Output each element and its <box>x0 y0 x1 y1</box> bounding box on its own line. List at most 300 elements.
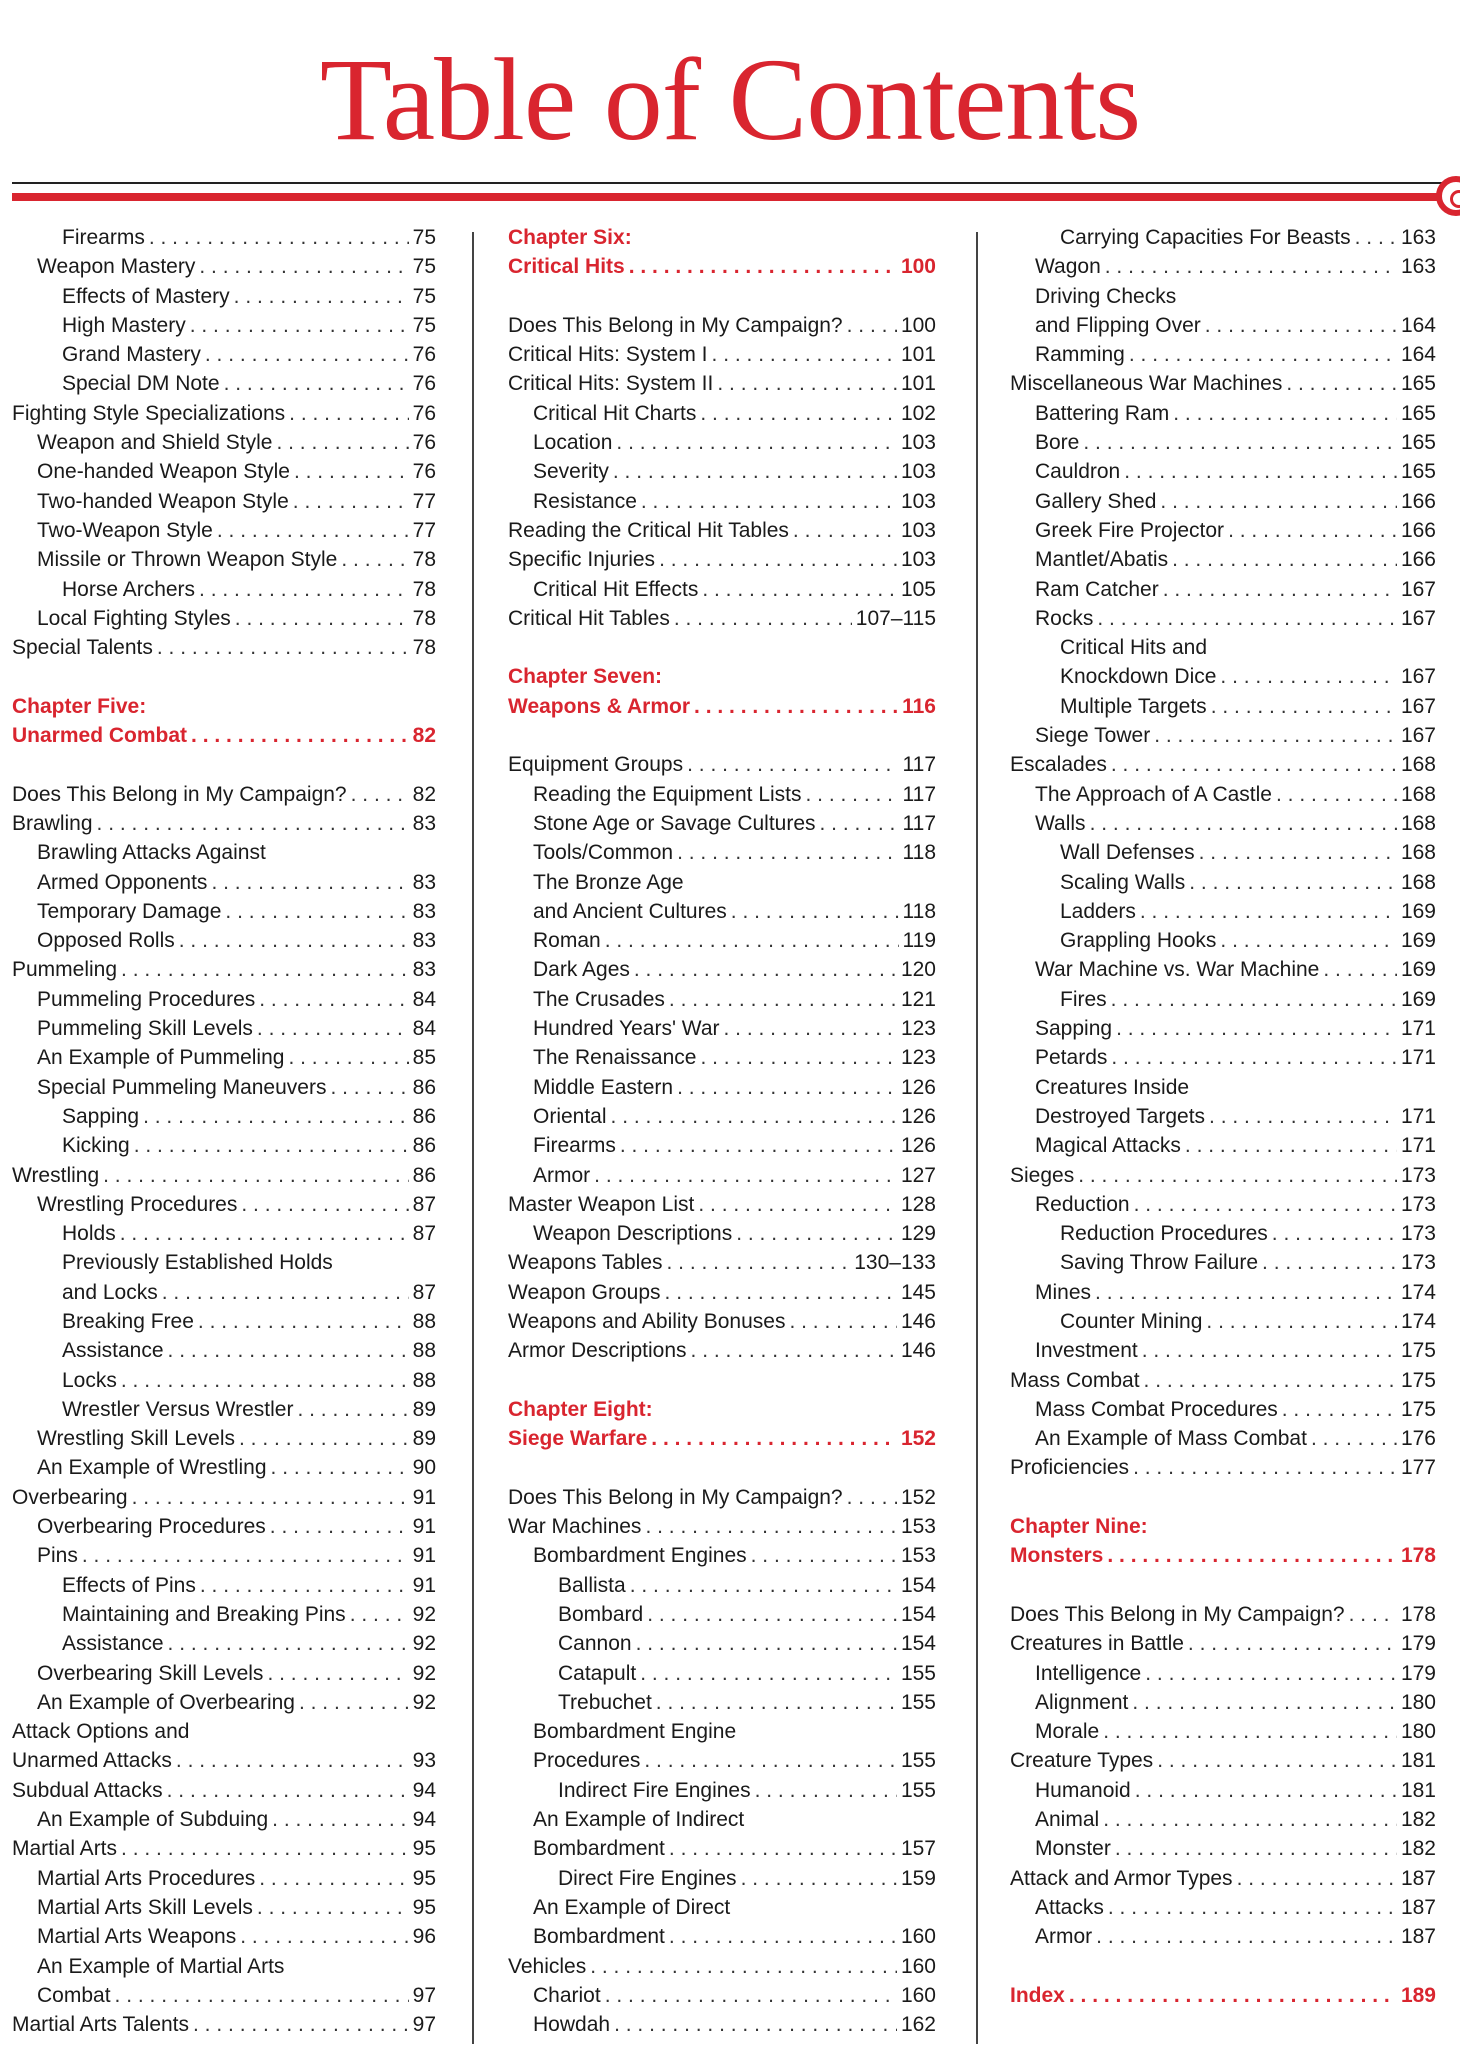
toc-entry[interactable] <box>12 1632 436 1661</box>
toc-page-number: 127 <box>900 1163 936 1187</box>
toc-page-number: 128 <box>900 1192 936 1216</box>
dot-leader <box>1107 1544 1397 1568</box>
toc-page-number: 182 <box>1400 1808 1436 1832</box>
toc-entry[interactable] <box>1010 900 1436 929</box>
toc-entry[interactable] <box>1010 1808 1436 1837</box>
toc-entry[interactable] <box>508 1134 936 1163</box>
toc-page-number: 94 <box>412 1778 436 1802</box>
toc-entry[interactable] <box>508 812 936 841</box>
toc-entry[interactable] <box>1010 343 1436 372</box>
toc-entry[interactable] <box>12 607 436 636</box>
toc-entry[interactable] <box>1010 1925 1436 1954</box>
toc-page-number: 175 <box>1400 1339 1436 1363</box>
dot-leader <box>241 1193 408 1217</box>
toc-entry[interactable] <box>508 1076 936 1105</box>
toc-entry-title: Bombardment Engine <box>533 1720 737 1744</box>
toc-entry[interactable] <box>1010 1193 1436 1222</box>
toc-entry[interactable] <box>1010 1837 1436 1866</box>
toc-page-number: 76 <box>412 431 436 455</box>
toc-entry[interactable] <box>12 1955 436 1984</box>
toc-entry[interactable] <box>508 1925 936 1954</box>
dot-leader <box>240 1925 408 1949</box>
toc-entry[interactable] <box>1010 607 1436 636</box>
dot-leader <box>1134 1193 1397 1217</box>
dot-leader <box>645 1515 897 1539</box>
toc-entry[interactable] <box>12 460 436 489</box>
toc-entry[interactable] <box>508 490 936 519</box>
toc-entry[interactable] <box>508 1046 936 1075</box>
toc-entry[interactable] <box>508 1867 936 1896</box>
toc-entry[interactable] <box>508 402 936 431</box>
toc-entry[interactable] <box>1010 665 1436 694</box>
dot-leader <box>1069 1984 1397 2008</box>
toc-entry[interactable] <box>12 1134 436 1163</box>
toc-entry[interactable] <box>1010 548 1436 577</box>
toc-entry[interactable] <box>12 1925 436 1954</box>
toc-entry[interactable] <box>1010 1076 1436 1105</box>
toc-chapter-heading[interactable] <box>508 1427 936 1456</box>
toc-entry[interactable] <box>12 490 436 519</box>
toc-entry[interactable] <box>1010 695 1436 724</box>
dot-leader <box>665 1281 897 1305</box>
header-rule-red <box>12 193 1442 201</box>
toc-entry[interactable] <box>508 900 936 929</box>
toc-entry[interactable] <box>12 578 436 607</box>
dot-leader <box>700 402 897 426</box>
toc-entry[interactable] <box>508 929 936 958</box>
toc-entry-title: Gallery Shed <box>1035 489 1157 513</box>
toc-page-number: 154 <box>900 1602 936 1626</box>
toc-entry[interactable] <box>12 871 436 900</box>
toc-page-number: 173 <box>1400 1192 1436 1216</box>
toc-entry-title: Temporary Damage <box>37 899 222 923</box>
toc-page-number: 76 <box>412 401 436 425</box>
toc-entry[interactable] <box>508 607 936 636</box>
toc-entry[interactable] <box>12 1017 436 1046</box>
toc-entry[interactable] <box>12 1164 436 1193</box>
toc-entry-title: High Mastery <box>62 313 186 337</box>
toc-entry[interactable] <box>508 460 936 489</box>
toc-entry-title: War Machines <box>508 1515 642 1539</box>
toc-entry[interactable] <box>12 958 436 987</box>
toc-entry[interactable] <box>12 1515 436 1544</box>
toc-entry[interactable] <box>508 1222 936 1251</box>
dot-leader <box>217 519 409 543</box>
toc-entry-title: Location <box>533 431 613 455</box>
toc-entry[interactable] <box>12 1896 436 1925</box>
toc-entry[interactable] <box>1010 1456 1436 1485</box>
toc-entry[interactable] <box>1010 255 1436 284</box>
toc-entry[interactable] <box>508 1720 936 1749</box>
toc-entry[interactable] <box>12 1691 436 1720</box>
dot-leader <box>669 1837 897 1861</box>
toc-entry-title: Chariot <box>533 1983 601 2007</box>
toc-page-number: 85 <box>412 1046 436 1070</box>
toc-entry[interactable] <box>1010 1222 1436 1251</box>
toc-page-number: 87 <box>412 1222 436 1246</box>
toc-entry[interactable] <box>508 1251 936 1280</box>
toc-entry[interactable] <box>12 402 436 431</box>
dot-leader <box>176 1749 409 1773</box>
toc-entry[interactable] <box>508 1544 936 1573</box>
toc-entry[interactable] <box>508 1193 936 1222</box>
dot-leader <box>272 1808 408 1832</box>
toc-entry[interactable] <box>12 519 436 548</box>
spacer <box>508 724 936 753</box>
toc-entry[interactable] <box>12 1427 436 1456</box>
toc-page-number: 93 <box>412 1749 436 1773</box>
toc-entry-title: Wrestler Versus Wrestler <box>62 1397 294 1421</box>
dot-leader <box>179 929 409 953</box>
toc-entry-title: Chapter Five: <box>12 694 147 718</box>
toc-entry[interactable] <box>1010 1867 1436 1896</box>
toc-entry[interactable] <box>12 1486 436 1515</box>
dot-leader <box>630 1574 897 1598</box>
toc-entry[interactable] <box>1010 1779 1436 1808</box>
toc-entry[interactable] <box>1010 988 1436 1017</box>
toc-chapter-heading[interactable] <box>508 665 936 694</box>
toc-entry[interactable] <box>12 988 436 1017</box>
toc-page-number: 146 <box>900 1339 936 1363</box>
dot-leader <box>259 988 408 1012</box>
toc-entry[interactable] <box>12 841 436 870</box>
toc-entry-title: Monster <box>1035 1837 1111 1861</box>
toc-entry[interactable] <box>1010 1251 1436 1280</box>
toc-page-number: 86 <box>412 1075 436 1099</box>
toc-entry[interactable] <box>12 1574 436 1603</box>
dot-leader <box>674 607 852 631</box>
toc-page-number: 88 <box>412 1339 436 1363</box>
toc-entry[interactable] <box>12 1193 436 1222</box>
dot-leader <box>590 1955 897 1979</box>
toc-chapter-heading[interactable] <box>508 226 936 255</box>
toc-entry[interactable] <box>1010 285 1436 314</box>
toc-entry[interactable] <box>508 753 936 782</box>
toc-entry[interactable] <box>508 1691 936 1720</box>
toc-entry[interactable] <box>12 1369 436 1398</box>
toc-entry-title: Roman <box>533 929 601 953</box>
toc-entry-title: Attacks <box>1035 1895 1104 1919</box>
toc-entry[interactable] <box>1010 753 1436 782</box>
toc-entry[interactable] <box>1010 519 1436 548</box>
toc-entry[interactable] <box>1010 578 1436 607</box>
toc-entry[interactable] <box>12 1867 436 1896</box>
toc-entry[interactable] <box>12 1339 436 1368</box>
toc-entry[interactable] <box>1010 783 1436 812</box>
toc-page-number: 103 <box>900 489 936 513</box>
toc-entry[interactable] <box>1010 1164 1436 1193</box>
toc-entry[interactable] <box>508 1896 936 1925</box>
toc-entry[interactable] <box>1010 1105 1436 1134</box>
dot-leader <box>1090 812 1397 836</box>
toc-chapter-heading[interactable] <box>1010 1544 1436 1573</box>
dot-leader <box>712 343 897 367</box>
toc-entry[interactable] <box>508 578 936 607</box>
toc-entry-title: An Example of Pummeling <box>37 1046 285 1070</box>
toc-entry[interactable] <box>1010 372 1436 401</box>
toc-entry[interactable] <box>508 1017 936 1046</box>
dot-leader <box>644 1749 897 1773</box>
toc-page-number: 152 <box>900 1427 936 1451</box>
toc-entry[interactable] <box>12 1076 436 1105</box>
toc-entry[interactable] <box>12 1456 436 1485</box>
toc-entry[interactable] <box>508 1281 936 1310</box>
toc-entry[interactable] <box>12 1398 436 1427</box>
toc-column-3 <box>1010 226 1436 2013</box>
toc-page-number: 163 <box>1400 226 1436 249</box>
toc-entry[interactable] <box>12 1662 436 1691</box>
toc-entry[interactable] <box>1010 402 1436 431</box>
toc-entry[interactable] <box>508 372 936 401</box>
toc-entry[interactable] <box>1010 1017 1436 1046</box>
toc-page-number: 179 <box>1400 1632 1436 1656</box>
toc-entry-title: Escalades <box>1010 753 1107 777</box>
toc-entry-title: Cannon <box>558 1632 632 1656</box>
toc-entry[interactable] <box>1010 958 1436 987</box>
toc-entry-title: Unarmed Attacks <box>12 1749 172 1773</box>
toc-entry[interactable] <box>12 1281 436 1310</box>
toc-entry[interactable] <box>508 988 936 1017</box>
toc-entry[interactable] <box>508 1984 936 2013</box>
dot-leader <box>1189 871 1397 895</box>
toc-page-number: 182 <box>1400 1837 1436 1861</box>
toc-entry[interactable] <box>1010 1632 1436 1661</box>
toc-entry[interactable] <box>12 900 436 929</box>
toc-page-number: 169 <box>1400 958 1436 982</box>
dot-leader <box>605 1984 897 2008</box>
toc-page-number: 95 <box>412 1866 436 1890</box>
toc-entry[interactable] <box>508 1808 936 1837</box>
toc-entry[interactable] <box>1010 431 1436 460</box>
toc-entry[interactable] <box>12 285 436 314</box>
dot-leader <box>1349 1603 1397 1627</box>
dot-leader <box>289 402 408 426</box>
toc-entry[interactable] <box>12 431 436 460</box>
toc-page-number: 92 <box>412 1602 436 1626</box>
dot-leader <box>641 490 897 514</box>
toc-entry[interactable] <box>508 1837 936 1866</box>
toc-entry-title: Armor <box>533 1163 591 1187</box>
toc-entry[interactable] <box>12 2013 436 2042</box>
toc-entry-title: Special Talents <box>12 636 153 660</box>
toc-entry[interactable] <box>508 958 936 987</box>
toc-entry-title: Hundred Years' War <box>533 1017 720 1041</box>
toc-entry[interactable] <box>1010 871 1436 900</box>
toc-entry[interactable] <box>1010 841 1436 870</box>
toc-entry-title: Wrestling Skill Levels <box>37 1427 236 1451</box>
toc-entry-title: Mass Combat Procedures <box>1035 1397 1278 1421</box>
toc-entry[interactable] <box>508 343 936 372</box>
toc-entry[interactable] <box>1010 1046 1436 1075</box>
toc-entry-title: Weapons Tables <box>508 1251 663 1275</box>
toc-entry[interactable] <box>508 871 936 900</box>
toc-entry[interactable] <box>1010 1134 1436 1163</box>
toc-entry[interactable] <box>508 1515 936 1544</box>
toc-entry-title: Critical Hit Effects <box>533 577 699 601</box>
toc-chapter-heading[interactable] <box>1010 1984 1436 2013</box>
toc-entry-title: Pummeling Procedures <box>37 987 256 1011</box>
dot-leader <box>168 1632 409 1656</box>
toc-entry[interactable] <box>1010 812 1436 841</box>
toc-entry[interactable] <box>12 226 436 255</box>
toc-entry[interactable] <box>12 1749 436 1778</box>
dot-leader <box>636 1632 897 1656</box>
toc-chapter-heading[interactable] <box>12 724 436 753</box>
dot-leader <box>211 871 408 895</box>
toc-entry-title: Oriental <box>533 1104 607 1128</box>
toc-entry[interactable] <box>12 1837 436 1866</box>
toc-entry[interactable] <box>1010 1398 1436 1427</box>
toc-page-number: 187 <box>1400 1866 1436 1890</box>
toc-entry[interactable] <box>508 1779 936 1808</box>
toc-entry[interactable] <box>508 1105 936 1134</box>
toc-entry[interactable] <box>1010 1749 1436 1778</box>
toc-entry-title: Pummeling Skill Levels <box>37 1017 253 1041</box>
toc-page-number: 123 <box>900 1046 936 1070</box>
toc-entry-title: Overbearing <box>12 1485 128 1509</box>
toc-page-number: 86 <box>412 1104 436 1128</box>
toc-page-number: 164 <box>1400 343 1436 367</box>
toc-page-number: 152 <box>900 1485 936 1509</box>
dot-leader <box>634 958 897 982</box>
toc-entry[interactable] <box>508 431 936 460</box>
toc-entry-title: Assistance <box>62 1632 164 1656</box>
toc-entry[interactable] <box>12 929 436 958</box>
toc-entry[interactable] <box>12 812 436 841</box>
toc-entry[interactable] <box>1010 1339 1436 1368</box>
dot-leader <box>614 2013 897 2037</box>
toc-entry-title: Humanoid <box>1035 1778 1131 1802</box>
toc-chapter-heading[interactable] <box>1010 1515 1436 1544</box>
toc-entry[interactable] <box>1010 1691 1436 1720</box>
toc-entry[interactable] <box>12 1603 436 1632</box>
toc-entry[interactable] <box>508 783 936 812</box>
toc-entry[interactable] <box>12 1720 436 1749</box>
toc-entry[interactable] <box>508 1164 936 1193</box>
toc-page-number: 157 <box>900 1837 936 1861</box>
toc-chapter-heading[interactable] <box>12 695 436 724</box>
toc-page-number: 91 <box>412 1515 436 1539</box>
toc-entry[interactable] <box>1010 1310 1436 1339</box>
toc-entry[interactable] <box>12 1046 436 1075</box>
toc-page-number: 83 <box>412 870 436 894</box>
toc-page-number: 180 <box>1400 1720 1436 1744</box>
toc-entry[interactable] <box>12 314 436 343</box>
toc-entry[interactable] <box>508 1339 936 1368</box>
toc-entry[interactable] <box>12 1779 436 1808</box>
toc-entry[interactable] <box>508 1310 936 1339</box>
toc-page-number: 101 <box>900 372 936 396</box>
toc-entry[interactable] <box>508 1574 936 1603</box>
toc-entry[interactable] <box>508 519 936 548</box>
toc-entry[interactable] <box>1010 1427 1436 1456</box>
toc-entry[interactable] <box>12 255 436 284</box>
toc-entry-title: Greek Fire Projector <box>1035 518 1225 542</box>
toc-page-number: 75 <box>412 284 436 308</box>
toc-page-number: 171 <box>1400 1104 1436 1128</box>
toc-entry[interactable] <box>12 1808 436 1837</box>
toc-entry[interactable] <box>508 2013 936 2042</box>
toc-entry[interactable] <box>12 548 436 577</box>
toc-entry[interactable] <box>508 1749 936 1778</box>
toc-entry[interactable] <box>1010 490 1436 519</box>
toc-page-number: 155 <box>900 1749 936 1773</box>
dot-leader <box>702 578 897 602</box>
toc-entry-title: Breaking Free <box>62 1309 194 1333</box>
toc-page-number: 167 <box>1400 665 1436 689</box>
toc-page-number: 163 <box>1400 255 1436 279</box>
toc-entry[interactable] <box>1010 1896 1436 1925</box>
toc-page-number: 75 <box>412 255 436 279</box>
toc-entry[interactable] <box>12 1984 436 2013</box>
toc-entry[interactable] <box>12 1222 436 1251</box>
toc-entry-title: Special DM Note <box>62 372 220 396</box>
toc-chapter-heading[interactable] <box>508 255 936 284</box>
toc-entry[interactable] <box>1010 929 1436 958</box>
toc-page-number: 88 <box>412 1368 436 1392</box>
toc-entry-title: The Crusades <box>533 987 665 1011</box>
toc-entry[interactable] <box>12 372 436 401</box>
toc-entry-title: Siege Warfare <box>508 1427 648 1451</box>
toc-entry[interactable] <box>1010 1603 1436 1632</box>
toc-entry[interactable] <box>508 1603 936 1632</box>
toc-entry[interactable] <box>12 1544 436 1573</box>
toc-entry[interactable] <box>1010 1369 1436 1398</box>
toc-page-number: 89 <box>412 1397 436 1421</box>
toc-entry[interactable] <box>1010 226 1436 255</box>
toc-entry[interactable] <box>1010 1720 1436 1749</box>
toc-entry[interactable] <box>12 343 436 372</box>
toc-page-number: 169 <box>1400 987 1436 1011</box>
toc-entry[interactable] <box>508 1632 936 1661</box>
toc-entry[interactable] <box>12 1310 436 1339</box>
toc-entry[interactable] <box>508 841 936 870</box>
toc-entry[interactable] <box>12 783 436 812</box>
dot-leader <box>1262 1251 1397 1275</box>
toc-entry[interactable] <box>12 1105 436 1134</box>
toc-entry[interactable] <box>1010 1662 1436 1691</box>
toc-entry-title: Reading the Critical Hit Tables <box>508 518 789 542</box>
toc-entry[interactable] <box>508 1662 936 1691</box>
toc-page-number: 117 <box>902 782 936 806</box>
spacer <box>1010 1574 1436 1603</box>
toc-entry[interactable] <box>12 636 436 665</box>
toc-entry-title: Walls <box>1035 811 1086 835</box>
toc-entry[interactable] <box>508 1955 936 1984</box>
toc-entry-title: Saving Throw Failure <box>1060 1251 1259 1275</box>
toc-entry-title: and Ancient Cultures <box>533 899 727 923</box>
toc-entry-title: Weapon and Shield Style <box>37 431 273 455</box>
toc-entry-title: Counter Mining <box>1060 1309 1203 1333</box>
toc-entry[interactable] <box>508 548 936 577</box>
toc-entry[interactable] <box>1010 724 1436 753</box>
toc-entry-title: Indirect Fire Engines <box>558 1778 751 1802</box>
dot-leader <box>200 1574 409 1598</box>
toc-entry[interactable] <box>12 1251 436 1280</box>
toc-page-number: 76 <box>412 343 436 367</box>
dot-leader <box>234 285 409 309</box>
toc-entry[interactable] <box>1010 636 1436 665</box>
toc-entry[interactable] <box>1010 1281 1436 1310</box>
toc-entry[interactable] <box>508 314 936 343</box>
toc-entry[interactable] <box>1010 460 1436 489</box>
toc-entry[interactable] <box>1010 314 1436 343</box>
toc-chapter-heading[interactable] <box>508 695 936 724</box>
toc-chapter-heading[interactable] <box>508 1398 936 1427</box>
toc-entry-title: The Renaissance <box>533 1046 697 1070</box>
toc-page-number: 165 <box>1400 431 1436 455</box>
toc-entry[interactable] <box>508 1486 936 1515</box>
